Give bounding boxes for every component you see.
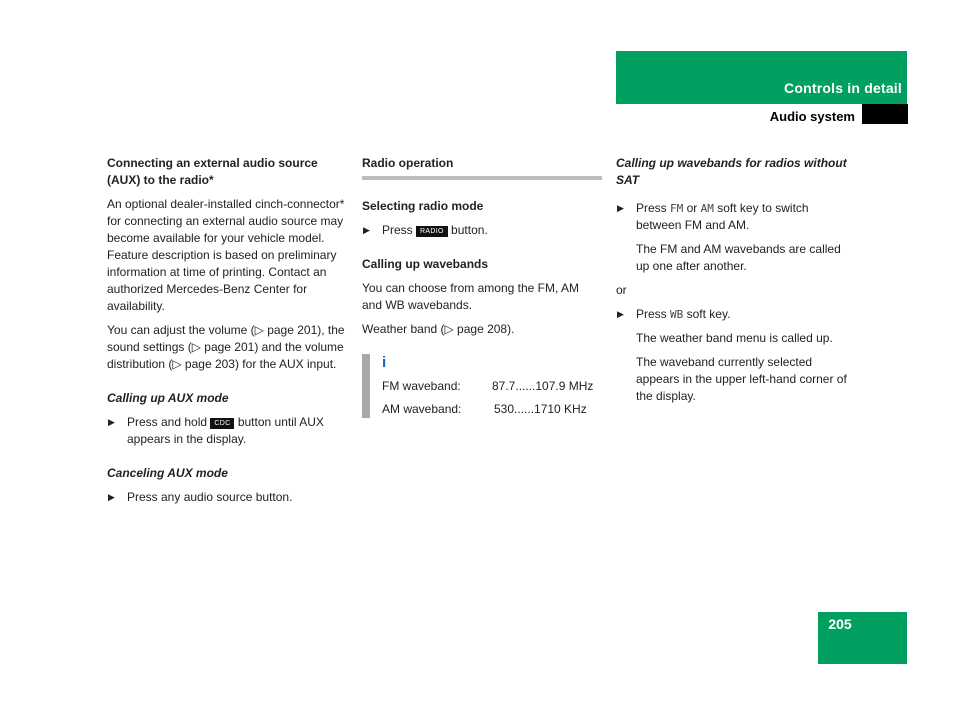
subsection-title: Audio system [769, 109, 855, 124]
or-text: or [616, 283, 627, 297]
fm-am-step: ▶ Press FM or AM soft key to switch between FM and AM. [617, 201, 809, 232]
am-waveband-row: AM waveband: 530......1710 KHz [382, 402, 587, 416]
info-side-bar [362, 354, 370, 418]
info-box [362, 354, 602, 418]
calling-aux-heading: Calling up AUX mode [107, 391, 229, 405]
column-aux [107, 155, 347, 513]
info-icon: i [382, 354, 387, 371]
canceling-aux-heading: Canceling AUX mode [107, 466, 228, 480]
cdc-button-icon: CDC [210, 418, 234, 429]
selecting-radio-step: ▶ Press RADIO button. [363, 223, 488, 237]
wb-softkey-label: WB [670, 308, 684, 321]
page-number-box [818, 612, 907, 664]
canceling-aux-step: ▶ Press any audio source button. [108, 490, 293, 504]
calling-aux-step: ▶ Press and hold CDC button until AUX appears in the display. [108, 415, 324, 446]
weather-band-text: Weather band (▷ page 208). [362, 322, 515, 336]
aux-heading: Connecting an external audio source (AUX) to the radio* [107, 156, 318, 187]
radio-button-icon: RADIO [416, 226, 448, 237]
selecting-radio-heading: Selecting radio mode [362, 199, 484, 213]
am-softkey-label: AM [700, 202, 714, 215]
bullet-arrow-icon: ▶ [108, 492, 115, 502]
column-wavebands [616, 155, 856, 412]
bullet-arrow-icon: ▶ [617, 309, 624, 319]
fm-softkey-label: FM [670, 202, 684, 215]
wb-result-menu: The weather band menu is called up. [636, 331, 833, 345]
aux-intro: An optional dealer-installed cinch-connector* for connecting an external audio source may become available for your vehicle model. Feature description is based on preliminary information at time of printing. Contact an authorized Mercedes-Benz Center for availability. [107, 197, 345, 313]
wb-step: ▶ Press WB soft key. [617, 307, 731, 321]
column-radio [362, 155, 602, 418]
bullet-arrow-icon: ▶ [363, 225, 370, 235]
fm-waveband-row: FM waveband: 87.7......107.9 MHz [382, 379, 594, 393]
section-tab-marker [862, 104, 908, 124]
wavebands-heading: Calling up wavebands [362, 257, 489, 271]
fm-am-result: The FM and AM wavebands are called up one after another. [636, 242, 841, 273]
bullet-arrow-icon: ▶ [108, 417, 115, 427]
wavebands-without-sat-heading: Calling up wavebands for radios without SAT [616, 156, 847, 187]
aux-adjust: You can adjust the volume (▷ page 201), the sound settings (▷ page 201) and the volume distribution (▷ page 203) for the AUX input. [107, 323, 345, 371]
wavebands-text: You can choose from among the FM, AM and WB wavebands. [362, 281, 580, 312]
wb-result-display: The waveband currently selected appears in the upper left-hand corner of the display. [636, 355, 847, 403]
heading-rule [362, 176, 602, 180]
section-title: Controls in detail [784, 80, 902, 96]
bullet-arrow-icon: ▶ [617, 203, 624, 213]
page-number: 205 [828, 616, 852, 632]
radio-heading: Radio operation [362, 156, 454, 170]
